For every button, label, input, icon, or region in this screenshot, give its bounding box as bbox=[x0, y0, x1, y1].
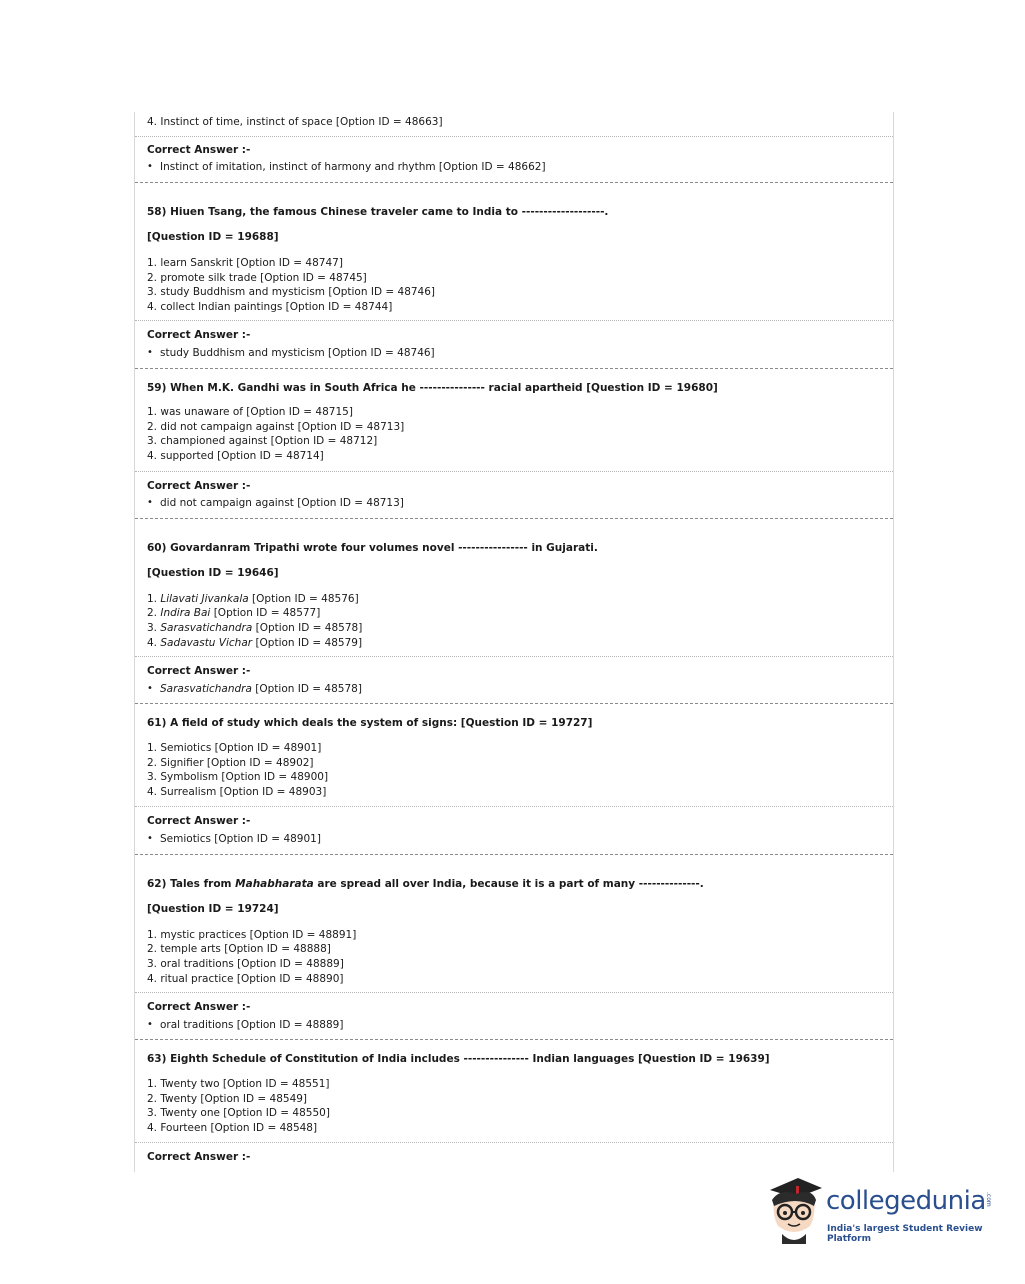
q59-correct-answer bbox=[135, 471, 893, 518]
q60-options bbox=[147, 592, 881, 650]
q58-answer bbox=[147, 346, 881, 361]
q61-correct-answer bbox=[135, 806, 893, 853]
q63-option-1: 1. Twenty two [Option ID = 48551] bbox=[147, 1077, 330, 1090]
q62-answer-text: oral traditions [Option ID = 48889] bbox=[160, 1018, 344, 1031]
bullet-icon: • bbox=[147, 682, 153, 694]
q58-option-2: 2. promote silk trade [Option ID = 48745] bbox=[147, 271, 367, 284]
q62-qid: [Question ID = 19724] bbox=[147, 903, 279, 916]
q63-options bbox=[147, 1077, 881, 1135]
q61-option-2: 2. Signifier [Option ID = 48902] bbox=[147, 756, 314, 769]
q60-qid: [Question ID = 19646] bbox=[147, 567, 279, 580]
q61-option-3: 3. Symbolism [Option ID = 48900] bbox=[147, 771, 329, 784]
q60-option-1: 1. Lilavati Jivankala [Option ID = 48576] bbox=[147, 592, 359, 605]
correct-answer-label: Correct Answer :- bbox=[147, 665, 251, 678]
q60-answer-id: [Option ID = 48578] bbox=[255, 682, 362, 695]
q58-qid: [Question ID = 19688] bbox=[147, 231, 279, 244]
q59-option-4: 4. supported [Option ID = 48714] bbox=[147, 449, 324, 462]
q60-option-4: 4. Sadavastu Vichar [Option ID = 48579] bbox=[147, 636, 363, 649]
q63-question bbox=[135, 1039, 893, 1142]
q59-option-2: 2. did not campaign against [Option ID = 48713] bbox=[147, 420, 405, 433]
q58-option-1: 1. learn Sanskrit [Option ID = 48747] bbox=[147, 256, 343, 269]
bullet-icon: • bbox=[147, 497, 153, 509]
q62-option-1: 1. mystic practices [Option ID = 48891] bbox=[147, 928, 357, 941]
q60-correct-answer bbox=[135, 656, 893, 703]
q63-option-2: 2. Twenty [Option ID = 48549] bbox=[147, 1092, 308, 1105]
bullet-icon: • bbox=[147, 346, 153, 358]
q60-option-3: 3. Sarasvatichandra [Option ID = 48578] bbox=[147, 622, 363, 635]
q59-title: 59) When M.K. Gandhi was in South Africa he --------------- racial apartheid [Question ID = 19680] bbox=[147, 381, 718, 394]
q58-correct-answer bbox=[135, 320, 893, 367]
q62-title: 62) Tales from Mahabharata are spread all over India, because it is a part of many --------------. bbox=[147, 877, 704, 890]
q62-question bbox=[135, 854, 893, 993]
q58-title: 58) Hiuen Tsang, the famous Chinese traveler came to India to -------------------. bbox=[147, 205, 609, 218]
q61-title: 61) A field of study which deals the system of signs: [Question ID = 19727] bbox=[147, 717, 593, 730]
q63-option-3: 3. Twenty one [Option ID = 48550] bbox=[147, 1107, 330, 1120]
q61-option-1: 1. Semiotics [Option ID = 48901] bbox=[147, 742, 322, 755]
brand-name: collegedunia bbox=[826, 1186, 986, 1216]
q59-option-3: 3. championed against [Option ID = 48712] bbox=[147, 435, 378, 448]
bullet-icon: • bbox=[147, 1018, 153, 1030]
bullet-icon: • bbox=[147, 161, 153, 173]
q62-answer bbox=[147, 1018, 881, 1033]
q62-options bbox=[147, 928, 881, 986]
correct-answer-label: Correct Answer :- bbox=[147, 143, 251, 156]
bullet-icon: • bbox=[147, 833, 153, 844]
q60-title: 60) Govardanram Tripathi wrote four volumes novel ---------------- in Gujarati. bbox=[147, 541, 598, 554]
q61-question bbox=[135, 703, 893, 806]
q58-option-3: 3. study Buddhism and mysticism [Option ID = 48746] bbox=[147, 286, 436, 299]
q59-question bbox=[135, 368, 893, 471]
q61-answer-text: Semiotics [Option ID = 48901] bbox=[160, 833, 321, 845]
q63-correct-answer bbox=[135, 1142, 893, 1165]
brand-domain: .com bbox=[985, 1192, 992, 1207]
q59-answer-text: did not campaign against [Option ID = 48713] bbox=[160, 497, 404, 510]
q58-option-4: 4. collect Indian paintings [Option ID = 48744] bbox=[147, 300, 393, 313]
q61-options bbox=[147, 741, 881, 799]
correct-answer-label: Correct Answer :- bbox=[147, 1001, 251, 1014]
q60-answer bbox=[147, 682, 881, 697]
correct-answer-label: Correct Answer :- bbox=[147, 815, 251, 828]
q61-answer bbox=[147, 832, 881, 847]
q62-correct-answer bbox=[135, 992, 893, 1039]
brand-tagline: India's largest Student Review Platform bbox=[827, 1224, 983, 1244]
q58-options bbox=[147, 256, 881, 314]
correct-answer-label: Correct Answer :- bbox=[147, 329, 251, 342]
q61-option-4: 4. Surrealism [Option ID = 48903] bbox=[147, 785, 327, 798]
question-sheet bbox=[134, 112, 894, 1172]
q62-option-3: 3. oral traditions [Option ID = 48889] bbox=[147, 957, 344, 970]
q57-answer-text: Instinct of imitation, instinct of harmony and rhythm [Option ID = 48662] bbox=[160, 161, 546, 174]
correct-answer-label: Correct Answer :- bbox=[147, 479, 251, 492]
q58-answer-text: study Buddhism and mysticism [Option ID = 48746] bbox=[160, 346, 435, 359]
q59-options bbox=[147, 405, 881, 463]
q60-question bbox=[135, 518, 893, 657]
q62-option-2: 2. temple arts [Option ID = 48888] bbox=[147, 943, 331, 956]
q57-option-4: 4. Instinct of time, instinct of space [Option ID = 48663] bbox=[147, 116, 443, 128]
correct-answer-label: Correct Answer :- bbox=[147, 1151, 251, 1164]
q59-answer bbox=[147, 496, 881, 511]
q57-answer bbox=[147, 160, 881, 175]
q57-correct-answer bbox=[135, 136, 893, 182]
q60-answer-title: Sarasvatichandra bbox=[160, 682, 252, 695]
mascot-icon bbox=[766, 1176, 824, 1246]
q58-question bbox=[135, 182, 893, 321]
q60-option-2: 2. Indira Bai [Option ID = 48577] bbox=[147, 607, 321, 620]
q62-option-4: 4. ritual practice [Option ID = 48890] bbox=[147, 972, 344, 985]
q63-title: 63) Eighth Schedule of Constitution of India includes --------------- Indian languages [Question ID = 19639] bbox=[147, 1053, 770, 1066]
collegedunia-logo bbox=[766, 1176, 996, 1248]
q59-option-1: 1. was unaware of [Option ID = 48715] bbox=[147, 406, 353, 419]
q57-options bbox=[135, 112, 893, 136]
q63-option-4: 4. Fourteen [Option ID = 48548] bbox=[147, 1121, 318, 1134]
